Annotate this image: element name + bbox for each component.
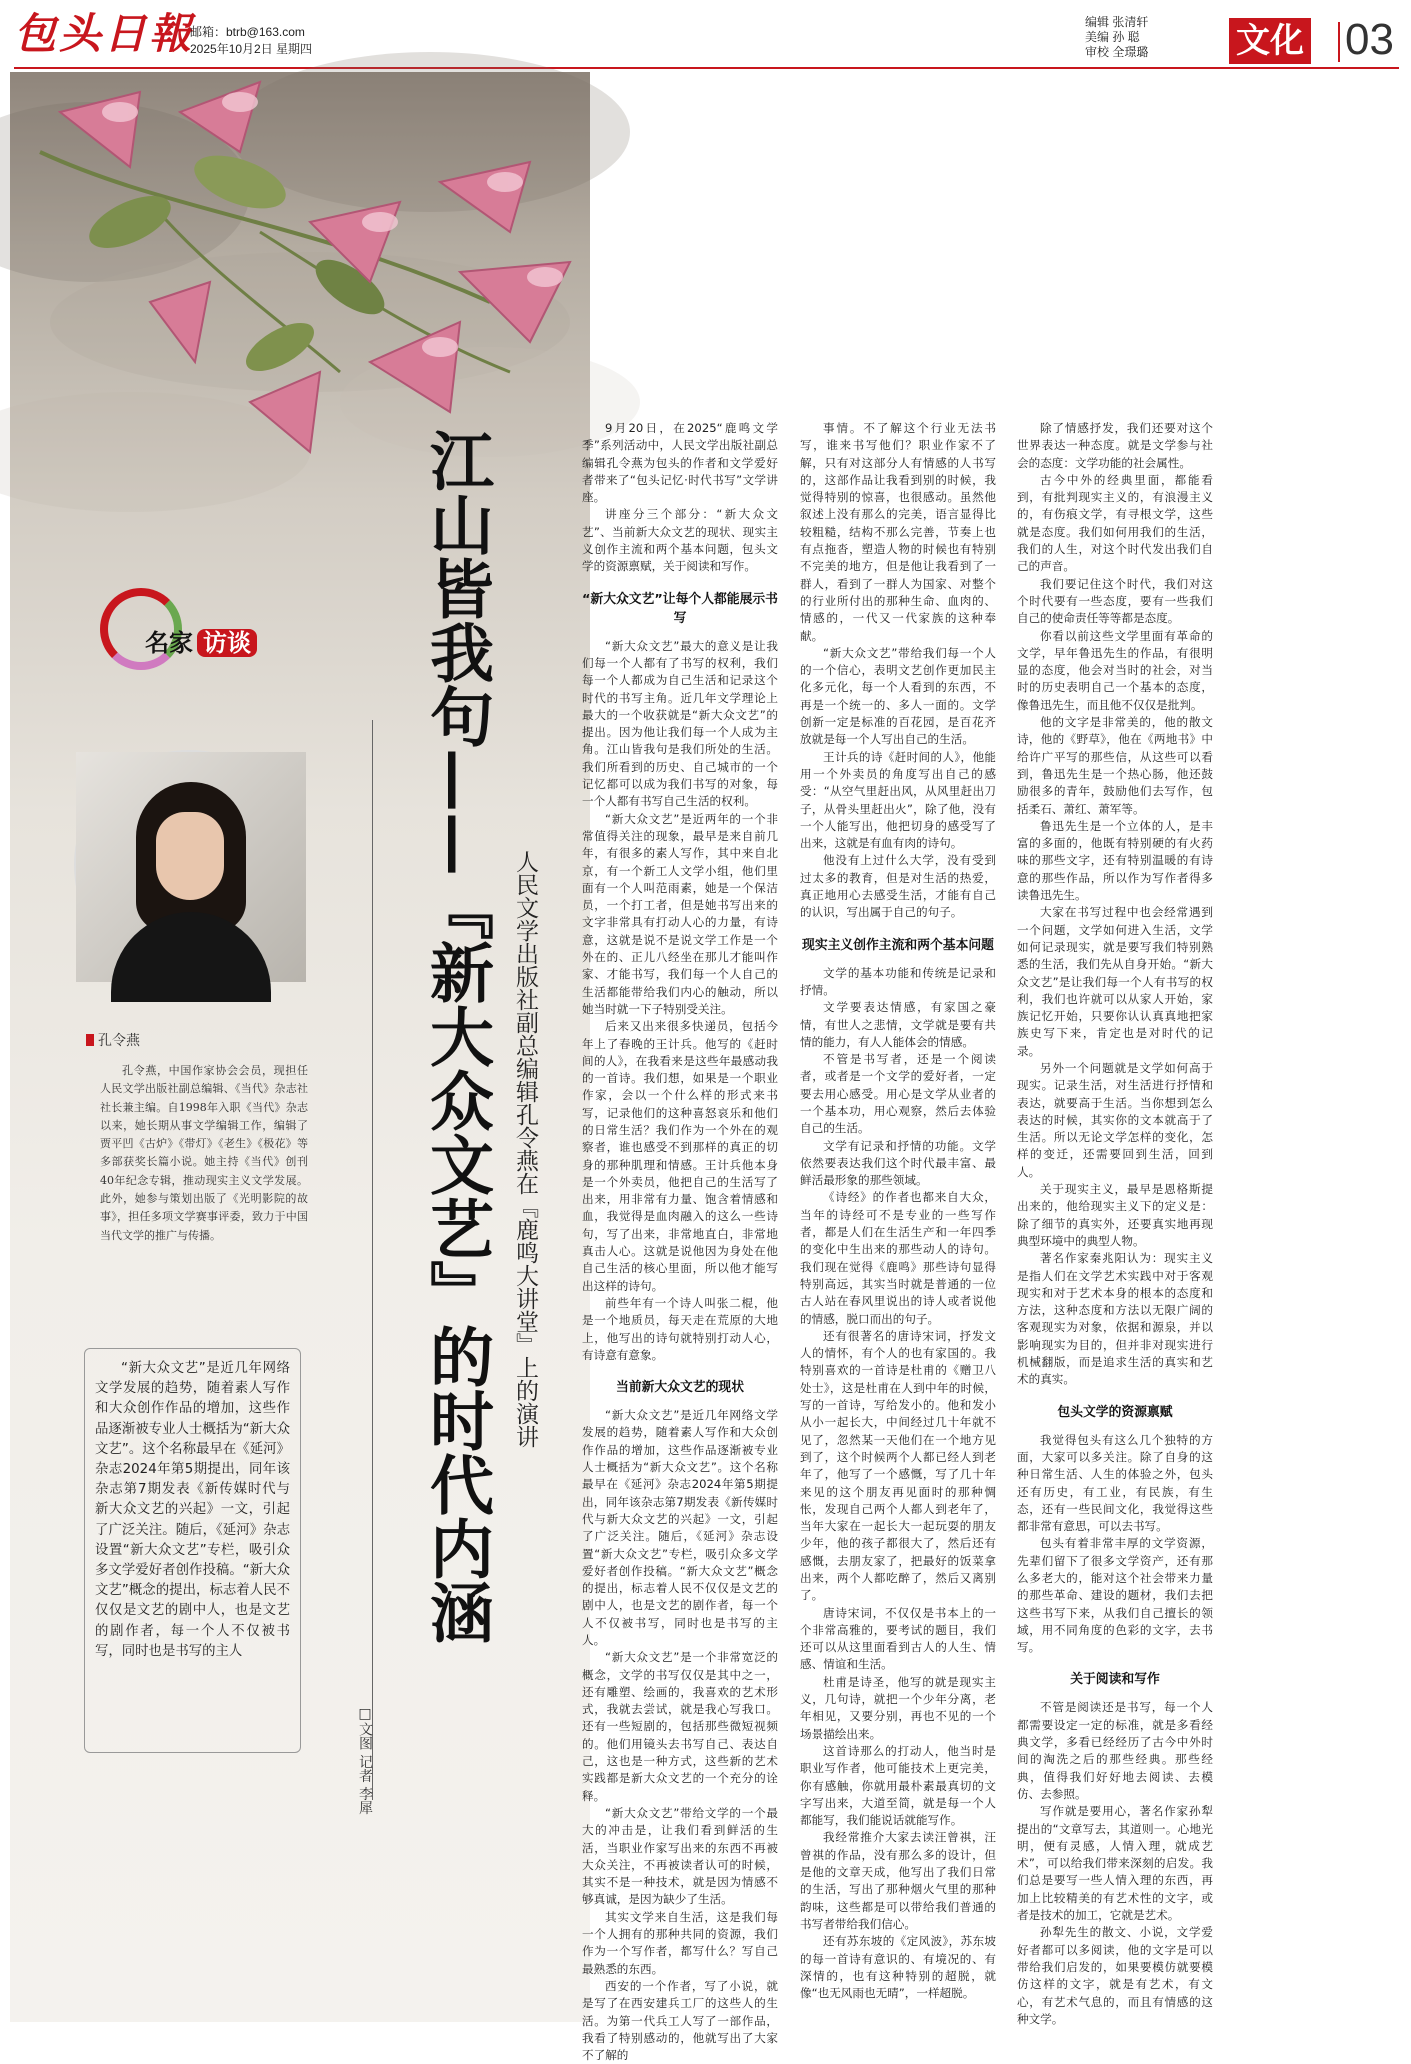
section-heading: 关于阅读和写作: [1070, 1672, 1160, 1688]
proofreader-line: 审校 全璟璐: [1085, 45, 1149, 59]
paragraph: “新大众文艺”是一个非常宽泛的概念，文学的书写仅仅是其中之一，还有雕塑、绘画的，我喜欢的艺术形式，我就去尝试，就是我心写我口。还有一些短剧的，包括那些微短视频的。他们用镜头去书写自己、表达自己，这也是一种方式，这些新的艺术实践都是新大众文艺的一个充分的诠释。: [582, 1650, 778, 1803]
paragraph: 前些年有一个诗人叫张二棍，他是一个地质员，每天走在荒原的大地上，他写出的诗句就特别打动人心，有诗意有意象。: [582, 1295, 778, 1362]
paragraph: 包头有着非常丰厚的文学资源，先辈们留下了很多文学资产，还有那么多老大的，能对这个社会带来力量的那些革命、建设的题材，我们去把这些书写下来，从我们自己擅长的领域，用不同角度的色彩的文字，去书写。: [1017, 1536, 1213, 1655]
paragraph: 大家在书写过程中也会经常遇到一个问题，文学如何进入生活，文学如何记录现实，就是要写我们特别熟悉的生活，我们先从自身开始。“新大众文艺”是让我们每一个人有书写的权利，我们也许就可以从家人开始，家族记忆开始，只要你认认真真地把家族史写下来，肯定也是对时代的记录。: [1017, 905, 1213, 1058]
header-rule: [14, 67, 1399, 69]
article-column-3: [1017, 420, 1213, 2026]
page-header: [0, 0, 1411, 68]
paragraph: 著名作家秦兆阳认为：现实主义是指人们在文学艺术实践中对于客观现实和对于艺术本身的根本的态度和方法，这种态度和方法以无限广阔的客观现实为对象，依据和源泉，并以影响现实为目的，但并非对现实进行机械翻版，而是追求生活的真实和艺术的真实。: [1017, 1251, 1213, 1387]
paragraph: “新大众文艺”最大的意义是让我们每一个人都有了书写的权利，我们每一个人都成为自己生活和记录这个时代的书写主角。近几年文学理论上最大的一个收获就是“新大众文艺”的提出。因为他让我们每一个人成为主角。江山皆我句是我们所处的生活。我们所看到的历史、自己城市的一个记忆都可以成为我们书写的对象，每一个人都有书写自己生活的权利。: [582, 638, 778, 809]
paragraph: “新大众文艺”是近两年的一个非常值得关注的现象，最早是来自前几年，有很多的素人写作，其中来自北京，有一个新工人文学小组，他们里面有一个人叫范雨素，她是一个保洁员，一个打工者，但是她书写出来的文字非常具有打动人心的力量，有诗意，这就是说不是说文学工作是一个外在的、正儿八经坐在那儿才能叫作家、才能书写，我们每一个人自己的生活都能带给我们内心的触动，所以她当时就一下子特别受关注。: [582, 811, 778, 1016]
paragraph: 其实文学来自生活，这是我们每一个人拥有的那种共同的资源，我们作为一个写作者，都写什么？写自己最熟悉的东西。: [582, 1909, 778, 1976]
issue-date: 2025年10月2日 星期四: [190, 42, 313, 56]
paragraph: 这首诗那么的打动人，他当时是职业写作者，他可能技术上更完美，你有感触，你就用最朴素最真切的文字写出来，大道至简，就是每一个人都能写，我们能说话就能写作。: [800, 1743, 996, 1828]
paragraph: 你看以前这些文学里面有革命的文学，早年鲁迅先生的作品，有很明显的态度，他会对当时的社会，对当时的历史表明自己一个基本的态度，像鲁迅先生，而且他不仅仅是批判。: [1017, 628, 1213, 712]
paragraph: 王计兵的诗《赶时间的人》，他能用一个外卖员的角度写出自己的感受：“从空气里赶出风，从风里赶出刀子，从骨头里赶出火”，除了他，没有一个人能写出，他把切身的感受写了出来，这就是有血有肉的诗句。: [800, 749, 996, 851]
section-heading: “新大众文艺”让每个人都能展示书写: [582, 591, 778, 626]
paragraph: “新大众文艺”带给我们每一个人的一个信心，表明文艺创作更加民主化多元化，每一个人看到的东西，不再是一个统一的、多人一面的。文学创新一定是标准的百花园，是百花齐放就是每一个人写出自己的生活。: [800, 645, 996, 747]
portrait-face: [156, 812, 224, 900]
paragraph: 杜甫是诗圣，他写的就是现实主义，几句诗，就把一个少年分离，老年相见，又要分别，再也不见的一个场景描绘出来。: [800, 1674, 996, 1741]
logo-text-a: 名家: [145, 629, 193, 657]
paragraph: 《诗经》的作者也都来自大众，当年的诗经可不是专业的一些写作者，都是人们在生活生产和一年四季的变化中生出来的那些动人的诗句。我们现在觉得《鹿鸣》那些诗句显得特别高远，其实当时就是普通的一位古人站在春风里说出的诗人或者说他的情感，脱口而出的句子。: [800, 1190, 996, 1326]
email-text: 邮箱：btrb@163.com: [190, 25, 305, 39]
paragraph: 文学要表达情感，有家国之豪情，有世人之悲情，文学就是要有共情的能力，有人人能体会的情感。: [800, 1000, 996, 1049]
pull-quote-box: [84, 1348, 301, 1753]
article-column-2: [800, 420, 996, 2020]
issue-meta: [190, 24, 312, 58]
portrait-photo: [74, 750, 304, 980]
art-editor-line: 美编 孙 聪: [1085, 30, 1140, 44]
paragraph: 他没有上过什么大学，没有受到过太多的教育，但是对生活的热爱，真正地用心去感受生活，才能有自己的认识，写出属于自己的句子。: [800, 853, 996, 920]
section-heading: 现实主义创作主流和两个基本问题: [802, 937, 994, 953]
paragraph: 除了情感抒发，我们还要对这个世界表达一种态度。就是文学参与社会的态度：文学功能的社会属性。: [1017, 421, 1213, 470]
paragraph: 我经常推介大家去读汪曾祺，汪曾祺的作品，没有那么多的设计，但是他的文章天成，他写出了我们日常的生活，写出了那种烟火气里的那种韵味，这些都是可以带给我们普通的书写者带给我们信心。: [800, 1830, 996, 1931]
paragraph: 讲座分三个部分：“新大众文艺”、当前新大众文艺的现状、现实主义创作主流和两个基本问题，包头文学的资源禀赋，关于阅读和写作。: [582, 507, 778, 574]
author-bio: 孔令燕，中国作家协会会员，现担任人民文学出版社副总编辑、《当代》杂志社社长兼主编。自1998年入职《当代》杂志以来，她长期从事文学编辑工作，编辑了贾平凹《古炉》《带灯》《老生》《极花》等多部获奖长篇小说。她主持《当代》创刊40年纪念专辑，推动现实主义文学发展。此外，她参与策划出版了《光明影院的故事》，担任多项文学赛事评委，致力于中国当代文学的推广与传播。: [100, 1064, 308, 1242]
paragraph: 不管是阅读还是书写，每一个人都需要设定一定的标准，就是多看经典文学，多看已经经历了古今中外时间的淘洗之后的那些经典。那些经典，值得我们好好地去阅读、去模仿、去参照。: [1017, 1700, 1213, 1801]
paragraph: 鲁迅先生是一个立体的人，是丰富的多面的，他既有特别硬的有火药味的那些文字，还有特别温暖的有诗意的那些作品，所以作为写作者得多读鲁迅先生。: [1017, 818, 1213, 903]
paragraph: 古今中外的经典里面，都能看到，有批判现实主义的，有浪漫主义的，有伤痕文学，有寻根文学，这些就是态度。我们如何用我们的生活，我们的人生，对这个时代发出我们自己的声音。: [1017, 472, 1213, 574]
editor-credits: [1085, 15, 1148, 60]
paragraph: “新大众文艺”带给文学的一个最大的冲击是，让我们看到鲜活的生活，当职业作家写出来的东西不再被大众关注，不再被读者认可的时候，其实不是一种技术，就是因为情感不够真诚，是因为缺少了生活。: [582, 1805, 778, 1907]
paragraph: 文学的基本功能和传统是记录和抒情。: [800, 965, 996, 997]
paragraph: 后来又出来很多快递员，包括今年上了春晚的王计兵。他写的《赶时间的人》，在我看来是这些年最感动我的一首诗。我们想，如果是一个职业作家，会以一个什么样的形式来书写，记录他们的这种喜怒哀乐和他们的日常生活？我们作为一个外在的观察者，谁也感受不到那样的真正的切身的那种肌理和情感。王计兵他本身是一个外卖员，他把自己的生活写了出来，用非常有力量、饱含着情感和血，我觉得是血肉融入的这么一些诗句，写了出来，非常地直白，非常地真击人心。这就是说他因为身处在他自己生活的核心里面，所以他才能写出这样的诗句。: [582, 1019, 778, 1293]
paragraph: 孙犁先生的散文、小说，文学爱好者都可以多阅读，他的文字是可以带给我们启发的，如果要模仿就要模仿这样的文字，就是有艺术，有文心，有艺术气息的，而且有情感的这种文学。: [1017, 1925, 1213, 2026]
paragraph: 还有苏东坡的《定风波》，苏东坡的每一首诗有意识的、有境况的、有深情的，也有这种特别的超脱，就像“也无风雨也无晴”，一样超脱。: [800, 1934, 996, 2001]
morning-glory-flowers-illustration: [10, 72, 590, 492]
paragraph: 文学有记录和抒情的功能。文学依然要表达我们这个时代最丰富、最鲜活最形象的那些领域。: [800, 1138, 996, 1188]
section-heading: 包头文学的资源禀赋: [1057, 1404, 1173, 1420]
paragraph: 不管是书写者，还是一个阅读者，或者是一个文学的爱好者，一定要去用心感受。用心是文学从业者的一个基本功，用心观察，然后去体验自己的生活。: [800, 1052, 996, 1136]
paragraph: 唐诗宋词，不仅仅是书本上的一个非常高雅的，要考试的题目，我们还可以从这里面看到古人的人生、情感、情谊和生活。: [800, 1605, 996, 1672]
header-divider: [1338, 22, 1340, 62]
logo-text-b: 访谈: [197, 629, 257, 657]
pull-quote-text: “新大众文艺”是近几年网络文学发展的趋势，随着素人写作和大众创作作品的增加，这些作品逐渐被专业人士概括为“新大众文艺”。这个名称最早在《延河》杂志2024年第5期提出，同年该杂志第7期发表《新传媒时代与新大众文艺的兴起》一文，引起了广泛关注。随后，《延河》杂志设置“新大众文艺”专栏，吸引众多文学爱好者创作投稿。“新大众文艺”概念的提出，标志着人民不仅仅是文艺的剧中人，也是文艺的剧作者，每一个人不仅被书写，同时也是书写的主人: [95, 1361, 290, 1659]
paragraph: 他的文字是非常美的，他的散文诗，他的《野草》，他在《两地书》中给许广平写的那些信，从这些可以看到，鲁迅先生是一个热心肠，他还鼓励很多的青年，鼓励他们去写作，包括柔石、萧红、萧军等。: [1017, 715, 1213, 816]
paragraph: 还有很著名的唐诗宋词，抒发文人的情怀，有个人的也有家国的。我特别喜欢的一首诗是杜甫的《赠卫八处士》，这是杜甫在人到中年的时候，写的一首诗，写给发小的。他和发小从小一起长大，中间经过几十年就不见了，忽然某一天他们在一个地方见到了，这个时候两个人都已经人到老年了，他写了一个感慨，写了几十年来见的这个朋友再见面时的那种惆怅，发现自己两个人都人到老年了，当年大家在一起长大一起玩耍的朋友少年，他的孩子都很大了，然后还有感慨，去朋友家了，把最好的饭菜拿出来，两个人都吃醉了，然后又离别了。: [800, 1328, 996, 1603]
paragraph: 9月20日，在2025“鹿鸣文学季”系列活动中，人民文学出版社副总编辑孔令燕为包头的作者和文学爱好者带来了“包头记忆·时代书写”文学讲座。: [582, 421, 778, 505]
paragraph: 关于现实主义，最早是恩格斯提出来的，他给现实主义下的定义是：除了细节的真实外，还要真实地再现典型环境中的典型人物。: [1017, 1182, 1213, 1248]
paragraph: 我们要记住这个时代，我们对这个时代要有一些态度，要有一些我们自己的使命责任等等都是态度。: [1017, 576, 1213, 626]
editor-line: 编辑 张清轩: [1085, 15, 1149, 29]
article-column-1: [582, 420, 778, 2063]
masthead-logo: 包头日報: [14, 9, 195, 58]
paragraph: 写作就是要用心，著名作家孙犁提出的“文章写去，其道则一。心地光明，便有灵感，人情入理，就成艺术”，可以给我们带来深刻的启发。我们总是要写一些人情入理的东西，再加上比较精美的有艺术性的文字，或者是技术的加工，它就是艺术。: [1017, 1804, 1213, 1923]
paragraph: 事情。不了解这个行业无法书写，谁来书写他们？职业作家不了解，只有对这部分人有情感的人书写的，这部作品让我看到别的时候，我觉得特别的惊喜，也很感动。虽然他叙述上没有那么的完美，语言显得比较粗糙，结构不那么完善，节奏上也有点拖沓，塑造人物的时候也有特别不完美的地方，但是他让我看到了一群人，看到了一群人为国家、对整个的行业所付出的那种生命、血肉的、情感的，一代又一代家族的这种奉献。: [800, 421, 996, 643]
section-badge: 文化: [1229, 18, 1311, 64]
byline: □文图 记者 李犀: [357, 1706, 373, 1815]
article-title: 江山皆我句——『新大众文艺』的时代内涵: [419, 428, 494, 1644]
paragraph: 另外一个问题就是文学如何高于现实。记录生活，对生活进行抒情和表达，就要高于生活。当你想到怎么表达的时候，其实你的文本就高于了生活。所以无论文学怎样的变化，怎样的变迁，还需要回到生活，回到人。: [1017, 1060, 1213, 1179]
column-logo: [145, 626, 257, 660]
paragraph: 我觉得包头有这么几个独特的方面，大家可以多关注。除了自身的这种日常生活、人生的体验之外，包头还有历史，有工业，有民族，有生态，还有一些民间文化，我觉得这些都非常有意思，可以去书写。: [1017, 1432, 1213, 1534]
article-subtitle: 人民文学出版社副总编辑孔令燕在『鹿鸣大讲堂』上的演讲: [512, 850, 538, 1448]
paragraph: 西安的一个作者，写了小说，就是写了在西安建兵工厂的这些人的生活。为第一代兵工人写了一部作品，我看了特别感动的，他就写出了大家不了解的: [582, 1978, 778, 2063]
portrait-name: 孔令燕: [86, 1030, 140, 1050]
title-divider: [372, 720, 373, 1800]
paragraph: “新大众文艺”是近几年网络文学发展的趋势，随着素人写作和大众创作作品的增加，这些作品逐渐被专业人士概括为“新大众文艺”。这个名称最早在《延河》杂志2024年第5期提出，同年该杂志第7期发表《新传媒时代与新大众文艺的兴起》一文，引起了广泛关注。随后，《延河》杂志设置“新大众文艺”专栏，吸引众多文学爱好者创作投稿。“新大众文艺”概念的提出，标志着人民不仅仅是文艺的剧中人，也是文艺的剧作者，每一个人不仅被书写，同时也是书写的主人。: [582, 1408, 778, 1647]
page-number: 03: [1345, 15, 1394, 64]
section-heading: 当前新大众文艺的现状: [616, 1380, 744, 1396]
